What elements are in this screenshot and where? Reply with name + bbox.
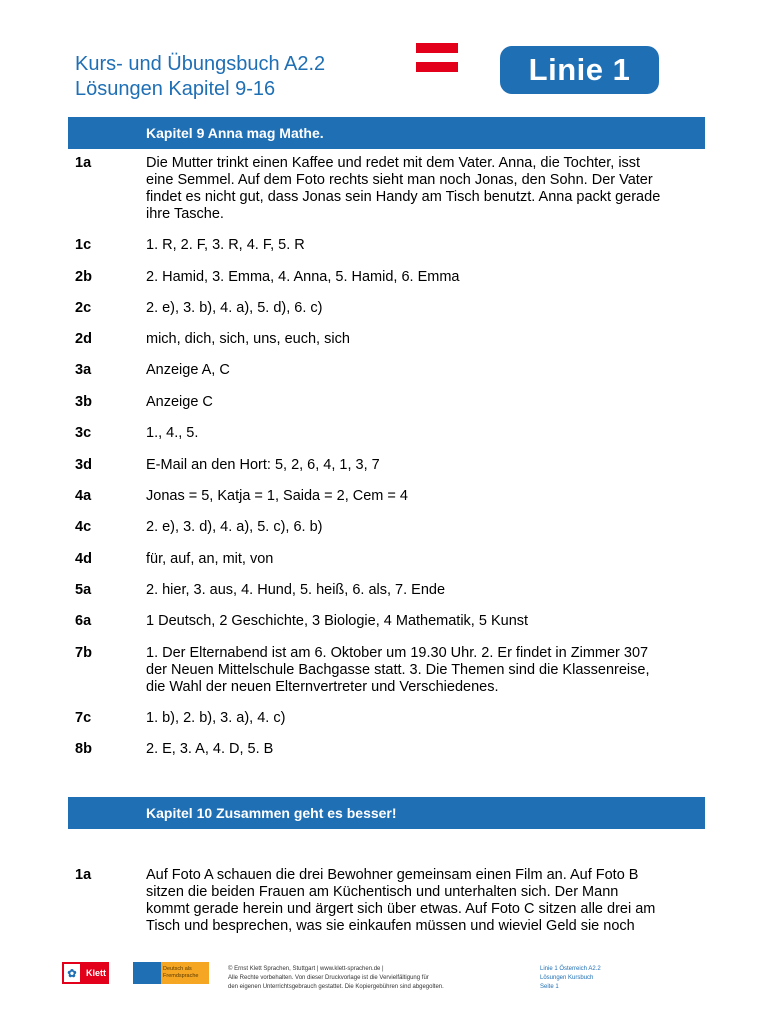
klett-logo [62, 962, 109, 984]
answer-text [146, 300, 706, 317]
answer-line: ihre Tasche. [146, 206, 224, 222]
answer-label: 4a [75, 488, 92, 504]
answer-line: mich, dich, sich, uns, euch, sich [146, 331, 350, 347]
document-title: Kurs- und Übungsbuch A2.2 [75, 53, 326, 75]
answer-label: 7b [75, 645, 92, 661]
copyright-line1: © Ernst Klett Sprachen, Stuttgart | www.klett-sprachen.de | [228, 966, 384, 972]
answer-label: 7c [75, 710, 92, 726]
answer-text [146, 425, 706, 442]
klett-flower-icon: ✿ [64, 964, 80, 982]
answer-label: 1a [75, 155, 92, 171]
answer-text [146, 362, 706, 379]
answer-text [146, 613, 706, 630]
answer-label: 3b [75, 394, 92, 410]
answer-line: die Wahl der neuen Elternvertreter und Verschiedenes. [146, 679, 499, 695]
answer-label: 1a [75, 867, 92, 883]
answer-line: der Neuen Mittelschule Bachgasse statt. 3. Die Themen sind die Klassenreise, [146, 662, 650, 678]
answer-text [146, 394, 706, 411]
answer-line: Jonas = 5, Katja = 1, Saida = 2, Cem = 4 [146, 488, 408, 504]
answer-line: 1., 4., 5. [146, 425, 199, 441]
answer-text [146, 269, 706, 286]
answer-label: 1c [75, 237, 92, 253]
footer-series: Linie 1 Österreich A2.2 [540, 966, 601, 972]
answer-text [146, 867, 706, 935]
answer-text [146, 741, 706, 758]
answer-line: eine Semmel. Auf dem Foto rechts sieht man noch Jonas, den Sohn. Der Vater [146, 172, 653, 188]
answer-line: 1 Deutsch, 2 Geschichte, 3 Biologie, 4 Mathematik, 5 Kunst [146, 613, 529, 629]
answer-text [146, 551, 706, 568]
answer-line: 2. Hamid, 3. Emma, 4. Anna, 5. Hamid, 6. Emma [146, 269, 460, 285]
answer-line: sitzen die beiden Frauen am Küchentisch und unterhalten sich. Der Mann [146, 884, 619, 900]
answer-text [146, 331, 706, 348]
answer-text [146, 710, 706, 727]
answer-label: 8b [75, 741, 92, 757]
answer-label: 2b [75, 269, 92, 285]
answer-text [146, 457, 706, 474]
answer-line: für, auf, an, mit, von [146, 551, 274, 567]
copyright-line3: den eigenen Unterrichtsgebrauch gestattet. Die Kopiergebühren sind abgegolten. [228, 984, 444, 990]
chapter10-heading: Kapitel 10 Zusammen geht es besser! [146, 805, 397, 821]
answer-text [146, 519, 706, 536]
answer-line: findet es nicht gut, dass Jonas sein Handy am Tisch benutzt. Anna packt gerade [146, 189, 661, 205]
daf-logo-text: Deutsch als Fremdsprache [161, 962, 209, 984]
answer-line: 2. e), 3. d), 4. a), 5. c), 6. b) [146, 519, 323, 535]
answer-label: 3c [75, 425, 92, 441]
chapter10-heading-bar [68, 797, 705, 829]
answer-label: 5a [75, 582, 92, 598]
austrian-flag-icon [416, 43, 458, 72]
answer-label: 2d [75, 331, 92, 347]
answer-text [146, 237, 706, 254]
answer-label: 3a [75, 362, 92, 378]
answer-line: Auf Foto A schauen die drei Bewohner gemeinsam einen Film an. Auf Foto B [146, 867, 639, 883]
linie1-logo: Linie 1 [500, 46, 659, 94]
chapter9-heading: Kapitel 9 Anna mag Mathe. [146, 125, 324, 141]
answer-line: Anzeige C [146, 394, 213, 410]
chapter9-heading-bar [68, 117, 705, 149]
answer-label: 4c [75, 519, 92, 535]
answer-text [146, 488, 706, 505]
answer-line: E-Mail an den Hort: 5, 2, 6, 4, 1, 3, 7 [146, 457, 380, 473]
answer-line: 2. e), 3. b), 4. a), 5. d), 6. c) [146, 300, 323, 316]
answer-line: Die Mutter trinkt einen Kaffee und redet mit dem Vater. Anna, die Tochter, isst [146, 155, 641, 171]
daf-logo [133, 962, 209, 984]
klett-logo-text: Klett [86, 968, 106, 978]
answer-line: 1. Der Elternabend ist am 6. Oktober um 19.30 Uhr. 2. Er findet in Zimmer 307 [146, 645, 649, 661]
answer-line: 1. R, 2. F, 3. R, 4. F, 5. R [146, 237, 305, 253]
answer-label: 2c [75, 300, 92, 316]
answer-line: 2. E, 3. A, 4. D, 5. B [146, 741, 274, 757]
document-subtitle: Lösungen Kapitel 9-16 [75, 78, 276, 100]
answer-text [146, 155, 706, 223]
copyright-line2: Alle Rechte vorbehalten. Von dieser Druckvorlage ist die Vervielfältigung für [228, 975, 429, 981]
answer-label: 4d [75, 551, 92, 567]
answer-label: 3d [75, 457, 92, 473]
page-number: Seite 1 [540, 984, 559, 990]
answer-line: 1. b), 2. b), 3. a), 4. c) [146, 710, 286, 726]
answer-line: Tisch und besprechen, was sie einkaufen müssen und wieviel Geld sie noch [146, 918, 635, 934]
answer-line: kommt gerade herein und ärgert sich über etwas. Auf Foto C sitzen alle drei am [146, 901, 656, 917]
answer-line: 2. hier, 3. aus, 4. Hund, 5. heiß, 6. als, 7. Ende [146, 582, 446, 598]
answer-text [146, 645, 706, 696]
answer-text [146, 582, 706, 599]
answer-label: 6a [75, 613, 92, 629]
footer-booktype: Lösungen Kursbuch [540, 975, 594, 981]
answer-line: Anzeige A, C [146, 362, 230, 378]
